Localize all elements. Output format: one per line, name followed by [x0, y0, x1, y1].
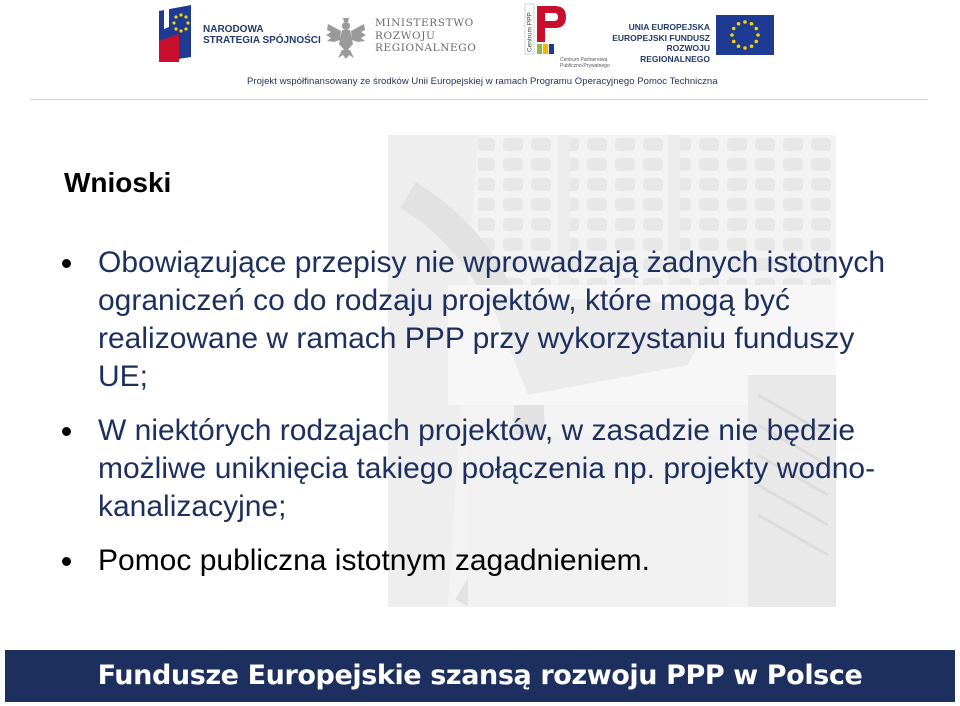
ppp-logo-caption	[560, 57, 610, 69]
eu-star	[754, 40, 758, 44]
eu-star	[750, 22, 754, 26]
bullet-text: W niektórych rodzajach projektów, w zasadzie nie będzie możliwe uniknięcia takiego połączenia np. projekty wodno-kanalizacyjne;	[98, 414, 876, 523]
footer-band	[5, 650, 955, 702]
nss-logo-line1: NARODOWA	[203, 24, 264, 35]
eu-star	[737, 22, 741, 26]
mrr-logo-line2: ROZWOJU	[375, 29, 436, 42]
bullet-dot-icon	[62, 259, 71, 268]
bullet-text: Pomoc publiczna istotnym zagadnieniem.	[98, 544, 650, 577]
bullet-text: Obowiązujące przepisy nie wprowadzają żadnych istotnych ograniczeń co do rodzaju projektów, które mogą być realizowane w ramach PPP przy wykorzystaniu funduszy UE;	[98, 246, 886, 393]
polish-eagle-icon	[325, 14, 367, 60]
list-item	[58, 412, 898, 526]
list-item	[58, 244, 898, 396]
eu-star	[732, 40, 736, 44]
ue-logo-line1: UNIA EUROPEJSKA	[628, 22, 710, 32]
eu-star	[730, 33, 734, 37]
bullet-dot-icon	[62, 427, 71, 436]
bullet-list	[58, 244, 898, 596]
cofinancing-note: Projekt współfinansowany ze środków Unii Europejskiej w ramach Programu Operacyjnego Pomoc Techniczna	[247, 76, 718, 87]
eu-star	[754, 27, 758, 31]
bullet-dot-icon	[62, 557, 71, 566]
eu-star	[756, 33, 760, 37]
mrr-logo-line3: REGIONALNEGO	[375, 42, 477, 54]
footer	[0, 646, 960, 706]
list-item	[58, 542, 898, 580]
eu-star	[750, 44, 754, 48]
ppp-caption-line2: Publiczno-Prywatnego	[560, 63, 610, 69]
svg-text:Centrum PPP: Centrum PPP	[526, 12, 534, 52]
nss-flag-icon	[157, 5, 197, 62]
nss-logo-line2: STRATEGIA SPÓJNOŚCI	[203, 35, 321, 46]
header-divider	[30, 99, 928, 100]
eu-star	[737, 44, 741, 48]
footer-slogan: Fundusze Europejskie szansą rozwoju PPP w Polsce	[97, 660, 863, 691]
nss-logo-text	[203, 24, 321, 46]
ue-logo-line2: EUROPEJSKI FUNDUSZ	[612, 32, 710, 43]
ue-logo-text	[610, 22, 710, 64]
slide-title: Wnioski	[64, 167, 172, 198]
mrr-logo-line1: MINISTERSTWO	[375, 17, 474, 29]
eu-star	[743, 20, 747, 24]
eu-star	[743, 46, 747, 50]
ppp-caption-line1: Centrum Partnerstwa	[560, 57, 608, 63]
mrr-logo-text	[375, 17, 477, 55]
ue-logo-line3: ROZWOJU REGIONALNEGO	[640, 43, 710, 64]
eu-flag-icon	[716, 15, 774, 55]
eu-star	[732, 27, 736, 31]
